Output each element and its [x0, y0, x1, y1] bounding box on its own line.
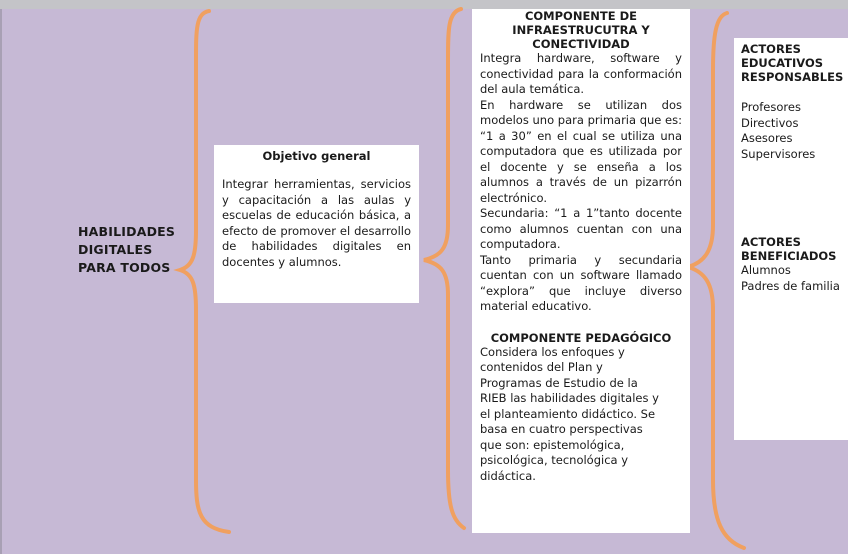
actores-box [734, 38, 848, 440]
list-item: Supervisores [741, 146, 816, 161]
list-item: Profesores [741, 100, 801, 114]
list-item: Alumnos [741, 263, 791, 277]
actores-beneficiados-list [741, 263, 842, 294]
objetivo-general-box [214, 145, 419, 303]
actores-responsables-list [741, 100, 842, 162]
infraestructura-paragraph: Secundaria: “1 a 1”tanto docente como alumnos cuentan con una computadora. [480, 206, 682, 251]
actores-responsables-heading: ACTORES EDUCATIVOS RESPONSABLES [741, 42, 844, 84]
actores-beneficiados-heading: ACTORES BENEFICIADOS [741, 235, 837, 263]
objetivo-heading: Objetivo general [262, 149, 371, 163]
list-item: Padres de familia [741, 278, 840, 293]
main-title: HABILIDADES DIGITALES PARA TODOS [78, 224, 176, 275]
infraestructura-heading: COMPONENTE DE INFRAESTRUCUTRA Y CONECTIVIDAD [512, 9, 650, 51]
objetivo-text: Integrar herramientas, servicios y capacitación a las aulas y escuelas de educación básica, a efecto de promover el desarrollo de habilidades digitales en docentes y alumnos. [222, 177, 411, 269]
infraestructura-paragraph: En hardware se utilizan dos modelos uno para primaria que es: “1 a 30” en el cual se utiliza una computadora que es utilizada por el docente y se enseña a los alumnos a través de un pizarrón electrónico. [480, 97, 682, 205]
pedagogico-heading: COMPONENTE PEDAGÓGICO [490, 330, 672, 345]
infraestructura-paragraph: Integra hardware, software y conectividad para la conformación del aula temática. [480, 51, 682, 96]
brace-2 [424, 9, 464, 528]
componentes-box [472, 9, 690, 533]
list-item: Directivos [741, 115, 799, 130]
infraestructura-paragraph: Tanto primaria y secundaria cuentan con un software llamado “explora” que incluye diverso material educativo. [480, 252, 682, 313]
pedagogico-text: Considera los enfoques y contenidos del Plan y Programas de Estudio de la RIEB las habilidades digitales y el planteamiento didáctico. Se basa en cuatro perspectivas que son: epistemológica, psicológica, tecnológica y didáctica. [480, 344, 659, 483]
list-item: Asesores [741, 131, 793, 145]
